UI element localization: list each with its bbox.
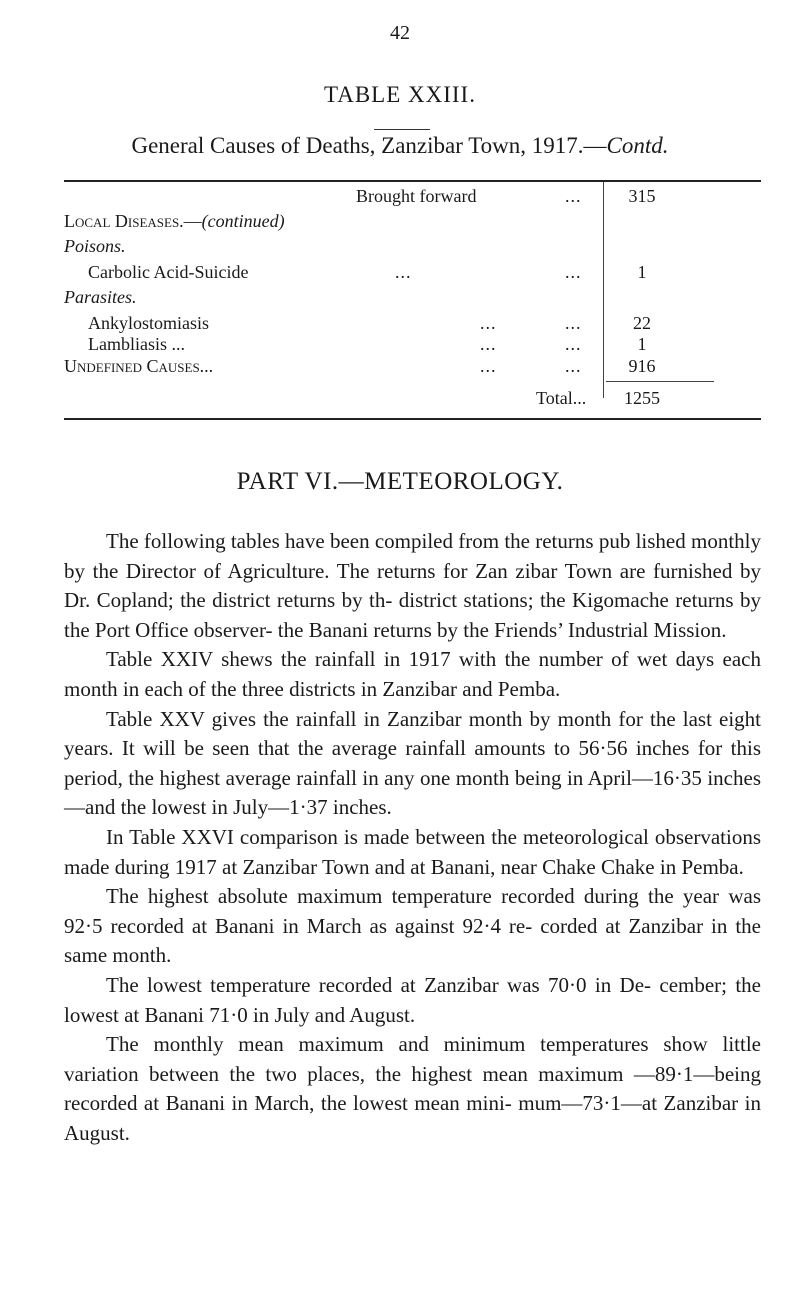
subtitle-contd: Contd. <box>606 133 669 158</box>
carbolic-dots-1: ... <box>395 262 412 282</box>
table-subtitle <box>0 133 800 159</box>
lambliasis-dots-2: ... <box>565 334 582 354</box>
carbolic-label: Carbolic Acid-Suicide <box>88 262 249 282</box>
total-rule <box>606 381 714 382</box>
table-title: TABLE XXIII. <box>324 82 476 107</box>
subtitle-main: General Causes of Deaths, Zanzibar Town, 1917.— <box>131 133 607 158</box>
lambliasis-dots-1: ... <box>480 334 497 354</box>
parasites-heading: Parasites. <box>64 287 137 307</box>
paragraph: The monthly mean maximum and minimum temperatures show little variation between the two places, the highest mean maximum —89·1—being recorded at Banani in March, the lowest mean mini- mum—73·1—at Zanzibar in August. <box>64 1032 761 1145</box>
page-number: 42 <box>390 22 410 44</box>
paragraph: The following tables have been compiled from the returns pub lished monthly by the Director of Agriculture. The returns for Zan zibar Town are furnished by Dr. Copland; the district returns by th- district stations; the Kigomache returns by the Port Office observer- the Banani returns by the Friends’ Industrial Mission. <box>64 529 761 642</box>
paragraph: Table XXIV shews the rainfall in 1917 with the number of wet days each month in each of the three districts in Zanzibar and Pemba. <box>64 647 761 701</box>
table-top-rule <box>64 180 761 182</box>
ankylostomiasis-dots-2: ... <box>565 313 582 333</box>
undefined-causes-value: 916 <box>628 356 656 376</box>
body-text <box>64 527 761 1148</box>
undefined-causes-dots-1: ... <box>480 356 497 376</box>
total-label: Total... <box>536 388 587 408</box>
brought-forward-label: Brought forward <box>356 186 477 206</box>
carbolic-dots-2: ... <box>565 262 582 282</box>
lambliasis-value: 1 <box>637 334 647 354</box>
table-bottom-rule <box>64 418 761 420</box>
ankylostomiasis-value: 22 <box>633 313 651 333</box>
ankylostomiasis-dots-1: ... <box>480 313 497 333</box>
table-column-divider <box>603 182 604 398</box>
part-heading: PART VI.—METEOROLOGY. <box>236 468 564 495</box>
local-diseases-label: Local Diseases.— <box>64 211 202 231</box>
title-rule <box>374 129 430 130</box>
lambliasis-label: Lambliasis ... <box>88 334 185 354</box>
carbolic-value: 1 <box>637 262 647 282</box>
undefined-causes-label: Undefined Causes... <box>64 356 214 376</box>
brought-forward-dots: ... <box>565 186 582 206</box>
paragraph: The lowest temperature recorded at Zanzibar was 70·0 in De- cember; the lowest at Banani 71·0 in July and August. <box>64 972 761 1027</box>
undefined-causes-dots-2: ... <box>565 356 582 376</box>
paragraph: Table XXV gives the rainfall in Zanzibar month by month for the last eight years. It will be seen that the average rainfall amounts to 56·56 inches for this period, the highest average rainfall in any one month being in April—16·35 inches—and the lowest in July—1·37 inches. <box>64 706 761 820</box>
local-diseases-continued: (continued) <box>201 211 285 231</box>
poisons-heading: Poisons. <box>64 236 126 256</box>
paragraph: The highest absolute maximum temperature recorded during the year was 92·5 recorded at Banani in March as against 92·4 re- corded at Zanzibar in the same month. <box>64 884 761 968</box>
paragraph: In Table XXVI comparison is made between the meteorological observations made during 1917 at Zanzibar Town and at Banani, near Chake Chake in Pemba. <box>64 824 761 879</box>
brought-forward-value: 315 <box>628 186 656 206</box>
ankylostomiasis-label: Ankylostomiasis <box>88 313 210 333</box>
local-diseases-heading <box>64 211 285 232</box>
total-value: 1255 <box>624 388 660 408</box>
